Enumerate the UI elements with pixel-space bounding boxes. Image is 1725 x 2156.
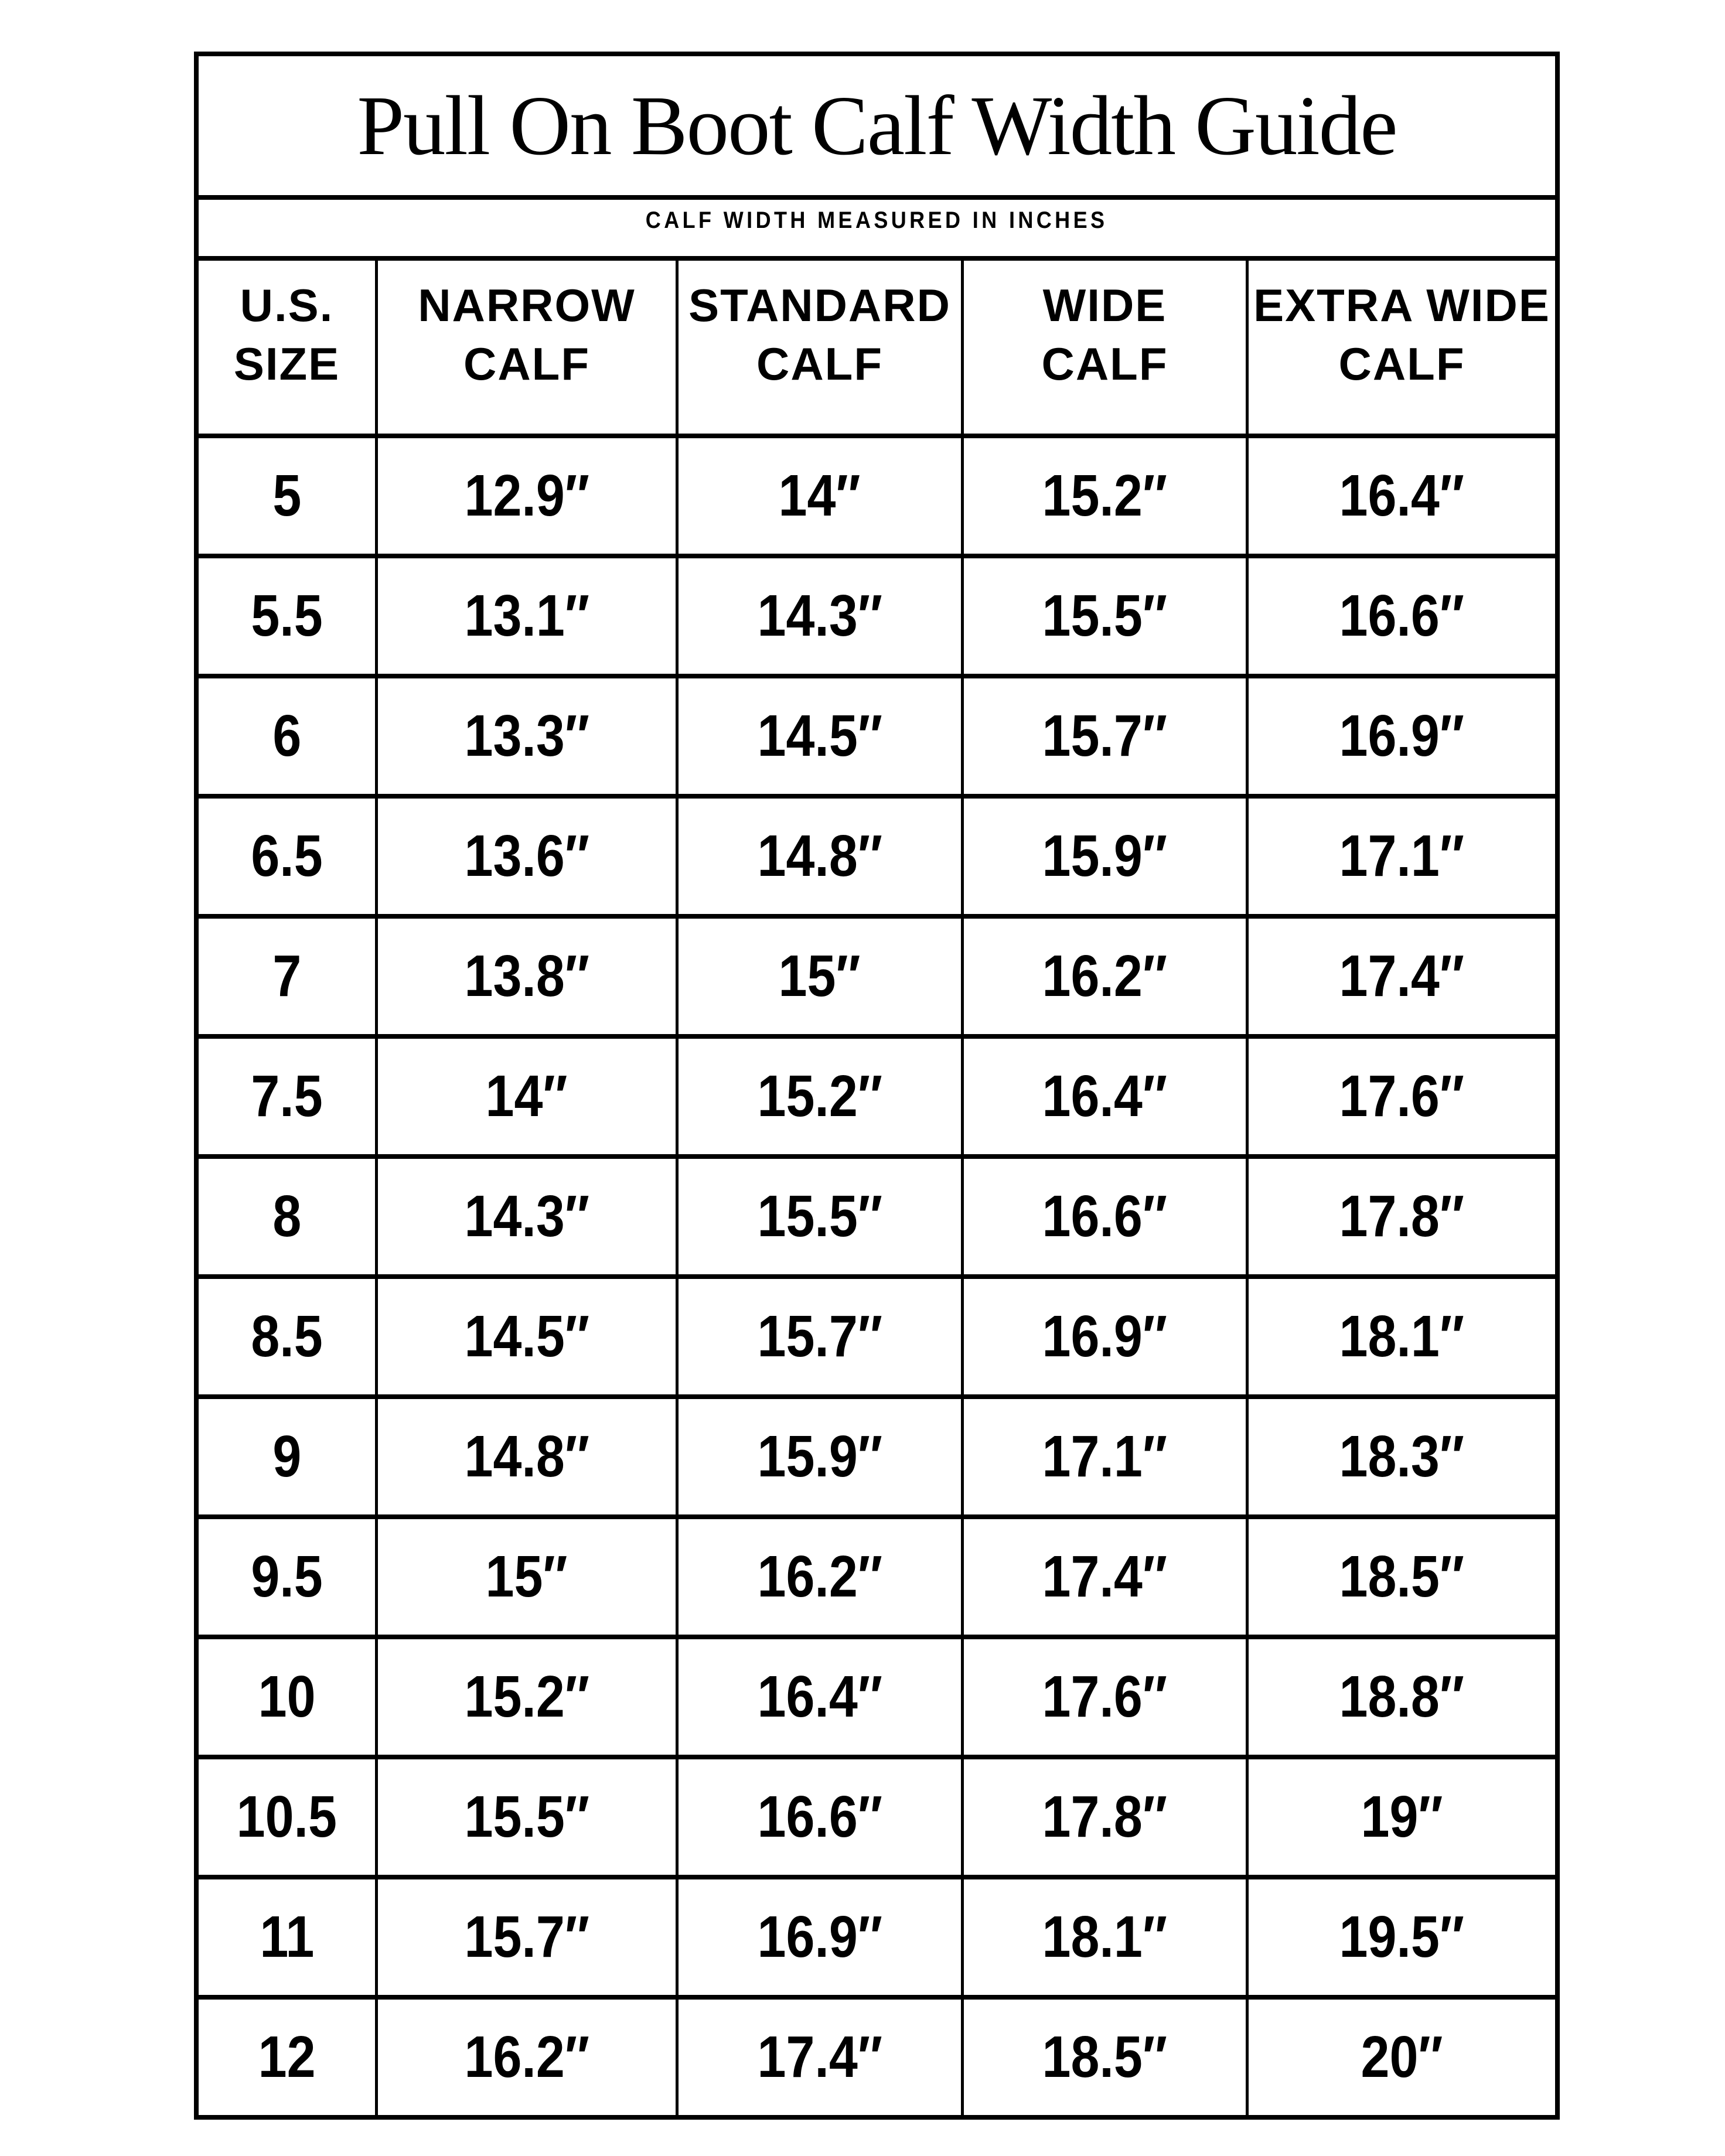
cell-value: 7 xyxy=(272,943,301,1009)
cell-value: 15.5″ xyxy=(464,1784,589,1850)
cell-value: 8 xyxy=(272,1183,301,1249)
header-cell-standard-calf xyxy=(679,261,961,434)
narrow-calf-cell xyxy=(378,1399,676,1514)
us-size-cell xyxy=(199,919,375,1034)
cell-value: 14″ xyxy=(485,1063,568,1129)
wide-calf-cell xyxy=(964,558,1246,674)
narrow-calf-cell xyxy=(378,2000,676,2115)
wide-calf-cell xyxy=(964,919,1246,1034)
standard-calf-cell xyxy=(679,678,961,794)
us-size-cell xyxy=(199,1039,375,1154)
wide-calf-cell xyxy=(964,1639,1246,1755)
cell-value: 15.2″ xyxy=(464,1664,589,1729)
cell-value: 13.3″ xyxy=(464,703,589,769)
cell-value: 12.9″ xyxy=(464,463,589,528)
us-size-cell xyxy=(199,1759,375,1875)
wide-calf-cell xyxy=(964,799,1246,914)
cell-value: 8.5 xyxy=(251,1304,323,1369)
narrow-calf-cell xyxy=(378,799,676,914)
extra-wide-calf-cell xyxy=(1249,1039,1555,1154)
cell-value: 18.5″ xyxy=(1339,1544,1465,1609)
cell-value: 18.1″ xyxy=(1042,1904,1168,1970)
header-line: SIZE xyxy=(233,337,340,390)
cell-value: 19″ xyxy=(1361,1784,1443,1850)
cell-value: 16.2″ xyxy=(1042,943,1168,1009)
cell-value: 6 xyxy=(272,703,301,769)
cell-value: 17.8″ xyxy=(1042,1784,1168,1850)
us-size-cell xyxy=(199,1279,375,1394)
us-size-cell xyxy=(199,678,375,794)
wide-calf-cell xyxy=(964,2000,1246,2115)
extra-wide-calf-cell xyxy=(1249,1519,1555,1635)
cell-value: 15.7″ xyxy=(464,1904,589,1970)
wide-calf-cell xyxy=(964,1399,1246,1514)
cell-value: 5.5 xyxy=(251,583,323,649)
cell-value: 17.8″ xyxy=(1339,1183,1465,1249)
cell-value: 16.9″ xyxy=(757,1904,882,1970)
extra-wide-calf-cell xyxy=(1249,1759,1555,1875)
header-line: CALF xyxy=(1041,337,1168,390)
cell-value: 15.5″ xyxy=(757,1183,882,1249)
header-line: EXTRA WIDE xyxy=(1253,279,1550,331)
wide-calf-cell xyxy=(964,1519,1246,1635)
cell-value: 15″ xyxy=(485,1544,568,1609)
standard-calf-cell xyxy=(679,2000,961,2115)
cell-value: 15.2″ xyxy=(757,1063,882,1129)
extra-wide-calf-cell xyxy=(1249,1279,1555,1394)
cell-value: 14.5″ xyxy=(464,1304,589,1369)
extra-wide-calf-cell xyxy=(1249,919,1555,1034)
cell-value: 16.2″ xyxy=(464,2024,589,2090)
cell-value: 16.4″ xyxy=(1339,463,1465,528)
header-cell-extra-wide-calf xyxy=(1249,261,1555,434)
header-line: WIDE xyxy=(1042,279,1167,331)
header-line: NARROW xyxy=(418,279,636,331)
narrow-calf-cell xyxy=(378,1279,676,1394)
standard-calf-cell xyxy=(679,438,961,554)
narrow-calf-cell xyxy=(378,1039,676,1154)
cell-value: 14″ xyxy=(778,463,861,528)
extra-wide-calf-cell xyxy=(1249,2000,1555,2115)
cell-value: 16.4″ xyxy=(757,1664,882,1729)
page-title-text: Pull On Boot Calf Width Guide xyxy=(357,79,1397,173)
us-size-cell xyxy=(199,799,375,914)
cell-value: 13.8″ xyxy=(464,943,589,1009)
cell-value: 17.4″ xyxy=(1042,1544,1168,1609)
cell-value: 9 xyxy=(272,1424,301,1489)
cell-value: 18.5″ xyxy=(1042,2024,1168,2090)
extra-wide-calf-cell xyxy=(1249,1399,1555,1514)
extra-wide-calf-cell xyxy=(1249,558,1555,674)
cell-value: 16.6″ xyxy=(757,1784,882,1850)
cell-value: 12 xyxy=(258,2024,316,2090)
wide-calf-cell xyxy=(964,1279,1246,1394)
standard-calf-cell xyxy=(679,1039,961,1154)
cell-value: 14.5″ xyxy=(757,703,882,769)
cell-value: 16.9″ xyxy=(1339,703,1465,769)
header-line: CALF xyxy=(756,337,883,390)
us-size-cell xyxy=(199,1639,375,1755)
cell-value: 10 xyxy=(258,1664,316,1729)
cell-value: 17.1″ xyxy=(1042,1424,1168,1489)
cell-value: 15.2″ xyxy=(1042,463,1168,528)
standard-calf-cell xyxy=(679,558,961,674)
cell-value: 9.5 xyxy=(251,1544,323,1609)
cell-value: 19.5″ xyxy=(1339,1904,1465,1970)
header-cell-wide-calf xyxy=(964,261,1246,434)
narrow-calf-cell xyxy=(378,438,676,554)
page-title xyxy=(199,56,1555,195)
extra-wide-calf-cell xyxy=(1249,799,1555,914)
header-cell-narrow-calf xyxy=(378,261,676,434)
cell-value: 14.3″ xyxy=(464,1183,589,1249)
cell-value: 15.7″ xyxy=(1042,703,1168,769)
extra-wide-calf-cell xyxy=(1249,438,1555,554)
narrow-calf-cell xyxy=(378,919,676,1034)
cell-value: 17.1″ xyxy=(1339,823,1465,889)
cell-value: 18.8″ xyxy=(1339,1664,1465,1729)
cell-value: 16.2″ xyxy=(757,1544,882,1609)
cell-value: 13.1″ xyxy=(464,583,589,649)
standard-calf-cell xyxy=(679,1879,961,1995)
standard-calf-cell xyxy=(679,1759,961,1875)
header-line: U.S. xyxy=(240,279,334,331)
wide-calf-cell xyxy=(964,1879,1246,1995)
narrow-calf-cell xyxy=(378,1879,676,1995)
cell-value: 17.4″ xyxy=(757,2024,882,2090)
cell-value: 17.4″ xyxy=(1339,943,1465,1009)
standard-calf-cell xyxy=(679,1639,961,1755)
wide-calf-cell xyxy=(964,1159,1246,1274)
us-size-cell xyxy=(199,1519,375,1635)
narrow-calf-cell xyxy=(378,1639,676,1755)
wide-calf-cell xyxy=(964,438,1246,554)
narrow-calf-cell xyxy=(378,1519,676,1635)
cell-value: 6.5 xyxy=(251,823,323,889)
us-size-cell xyxy=(199,1399,375,1514)
us-size-cell xyxy=(199,438,375,554)
cell-value: 16.6″ xyxy=(1042,1183,1168,1249)
extra-wide-calf-cell xyxy=(1249,678,1555,794)
us-size-cell xyxy=(199,1879,375,1995)
cell-value: 17.6″ xyxy=(1042,1664,1168,1729)
extra-wide-calf-cell xyxy=(1249,1879,1555,1995)
cell-value: 11 xyxy=(259,1904,315,1970)
narrow-calf-cell xyxy=(378,1759,676,1875)
cell-value: 20″ xyxy=(1361,2024,1443,2090)
cell-value: 5 xyxy=(272,463,301,528)
cell-value: 18.1″ xyxy=(1339,1304,1465,1369)
us-size-cell xyxy=(199,558,375,674)
cell-value: 16.4″ xyxy=(1042,1063,1168,1129)
cell-value: 14.8″ xyxy=(464,1424,589,1489)
cell-value: 13.6″ xyxy=(464,823,589,889)
narrow-calf-cell xyxy=(378,678,676,794)
narrow-calf-cell xyxy=(378,1159,676,1274)
narrow-calf-cell xyxy=(378,558,676,674)
us-size-cell xyxy=(199,1159,375,1274)
standard-calf-cell xyxy=(679,1159,961,1274)
cell-value: 14.3″ xyxy=(757,583,882,649)
cell-value: 15.5″ xyxy=(1042,583,1168,649)
table-subtitle xyxy=(199,200,1555,256)
wide-calf-cell xyxy=(964,1039,1246,1154)
standard-calf-cell xyxy=(679,799,961,914)
table-subtitle-text: CALF WIDTH MEASURED IN INCHES xyxy=(646,207,1108,233)
cell-value: 15.9″ xyxy=(757,1424,882,1489)
standard-calf-cell xyxy=(679,1399,961,1514)
cell-value: 16.9″ xyxy=(1042,1304,1168,1369)
cell-value: 15″ xyxy=(778,943,861,1009)
header-cell-us-size xyxy=(199,261,375,434)
cell-value: 14.8″ xyxy=(757,823,882,889)
wide-calf-cell xyxy=(964,678,1246,794)
standard-calf-cell xyxy=(679,1519,961,1635)
header-line: CALF xyxy=(1338,337,1465,390)
cell-value: 18.3″ xyxy=(1339,1424,1465,1489)
calf-width-table xyxy=(194,52,1560,2120)
cell-value: 10.5 xyxy=(236,1784,338,1850)
cell-value: 17.6″ xyxy=(1339,1063,1465,1129)
cell-value: 16.6″ xyxy=(1339,583,1465,649)
header-line: STANDARD xyxy=(688,279,951,331)
cell-value: 15.7″ xyxy=(757,1304,882,1369)
header-line: CALF xyxy=(463,337,590,390)
cell-value: 15.9″ xyxy=(1042,823,1168,889)
us-size-cell xyxy=(199,2000,375,2115)
wide-calf-cell xyxy=(964,1759,1246,1875)
cell-value: 7.5 xyxy=(251,1063,323,1129)
standard-calf-cell xyxy=(679,919,961,1034)
extra-wide-calf-cell xyxy=(1249,1639,1555,1755)
extra-wide-calf-cell xyxy=(1249,1159,1555,1274)
standard-calf-cell xyxy=(679,1279,961,1394)
